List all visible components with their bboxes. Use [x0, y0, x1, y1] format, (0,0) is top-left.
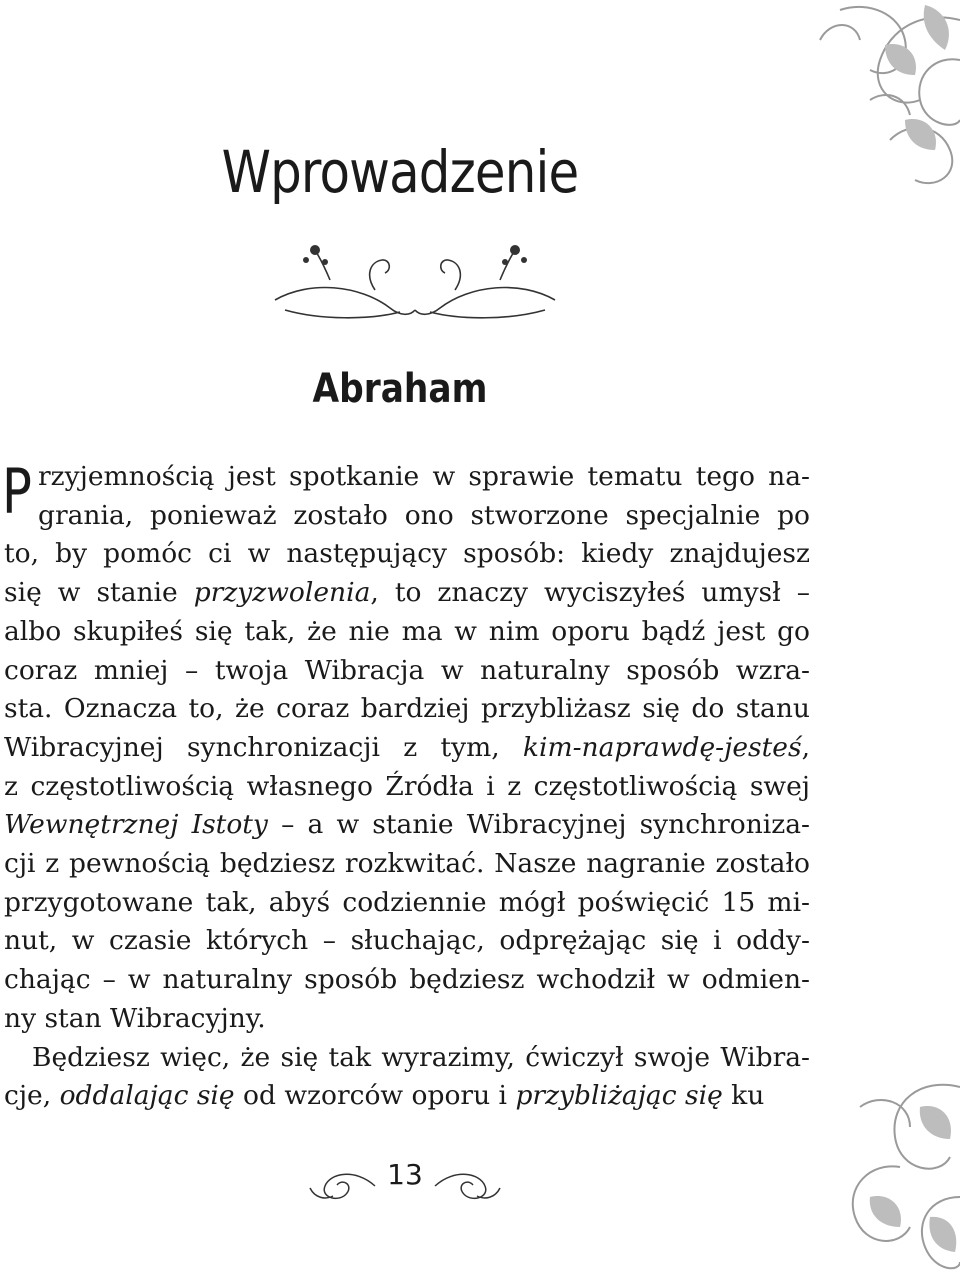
text-segment: przygotowane tak, abyś codziennie mógł poświęcić 15 mi- — [4, 886, 810, 918]
section-author-heading: Abraham — [312, 366, 488, 412]
text-segment: ny stan Wibracyjny. — [4, 1002, 266, 1034]
text-segment: Wibracyjnej synchronizacji z tym, — [4, 731, 523, 763]
text-line — [4, 652, 810, 691]
text-line — [4, 1039, 810, 1078]
emphasized-text: kim-naprawdę-jesteś — [522, 731, 802, 763]
text-line — [4, 1077, 810, 1116]
text-segment: albo skupiłeś się tak, że nie ma w nim oporu bądź jest go — [4, 615, 810, 647]
emphasized-text: przyzwolenia — [193, 577, 371, 609]
text-segment: coraz mniej – twoja Wibracja w naturalny sposób wzra- — [4, 654, 810, 686]
emphasized-text: przybliżając się — [515, 1080, 723, 1112]
text-line — [4, 535, 810, 574]
emphasized-text: oddalając się — [59, 1080, 235, 1112]
text-line — [4, 806, 810, 845]
text-line — [4, 768, 810, 807]
text-line — [4, 613, 810, 652]
text-segment: ku — [722, 1080, 765, 1112]
emphasized-text: Wewnętrznej Istoty — [4, 809, 268, 841]
text-segment: z częstotliwością własnego Źródła i z częstotliwością swej — [4, 770, 810, 802]
chapter-title: Wprowadzenie — [221, 138, 579, 206]
floral-divider-ornament — [270, 240, 560, 330]
text-segment: cji z pewnością będziesz rozkwitać. Nasze nagranie zostało — [4, 848, 810, 880]
text-line — [4, 690, 810, 729]
text-line — [38, 497, 810, 536]
text-segment: cje, — [4, 1080, 60, 1112]
text-segment: od wzorców oporu i — [234, 1080, 516, 1112]
text-segment: rzyjemnością jest spotkanie w sprawie tematu tego na- — [38, 461, 810, 492]
text-line — [4, 922, 810, 961]
text-line — [4, 961, 810, 1000]
text-line — [38, 458, 810, 497]
page-number: 13 — [387, 1158, 423, 1191]
paragraph-2 — [4, 1039, 810, 1116]
floral-corner-ornament-bottom — [800, 1047, 960, 1277]
text-segment: się w stanie — [4, 577, 194, 609]
text-segment: chając – w naturalny sposób będziesz wchodził w odmien- — [4, 964, 810, 996]
text-segment: grania, ponieważ zostało ono stworzone specjalnie po — [38, 499, 810, 531]
text-segment: , — [801, 731, 810, 763]
text-segment: – a w stanie Wibracyjnej synchroniza- — [267, 809, 810, 841]
text-line — [4, 1000, 810, 1039]
text-segment: , to znaczy wyciszyłeś umysł – — [370, 577, 811, 609]
text-line — [4, 729, 810, 768]
floral-corner-ornament-top — [720, 0, 960, 190]
paragraph-1 — [2, 455, 811, 1039]
text-segment: to, by pomóc ci w następujący sposób: kiedy znajdujesz — [4, 538, 810, 570]
drop-cap: P — [2, 455, 32, 528]
text-segment: Będziesz więc, że się tak wyrazimy, ćwiczył swoje Wibra- — [32, 1041, 810, 1073]
text-line — [4, 845, 810, 884]
text-segment: sta. Oznacza to, że coraz bardziej przybliżasz się do stanu — [4, 693, 810, 725]
text-line — [4, 574, 810, 613]
text-line — [4, 884, 810, 923]
text-segment: nut, w czasie których – słuchając, odprężając się i oddy- — [4, 925, 810, 957]
body-text — [2, 455, 811, 1116]
